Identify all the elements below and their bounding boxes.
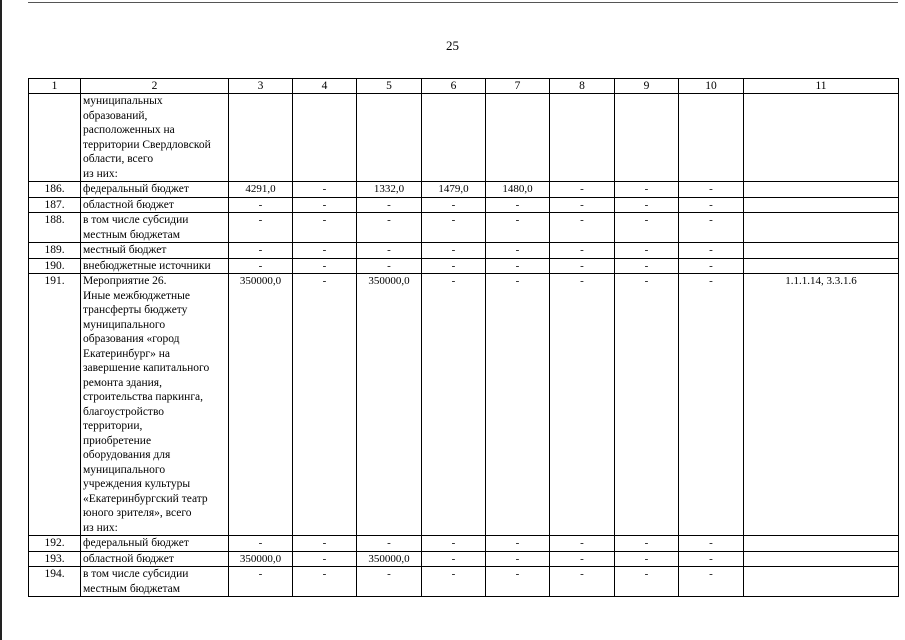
row-number	[29, 94, 81, 182]
header-row	[29, 79, 899, 94]
target-reference	[744, 197, 899, 213]
value-cell: -	[615, 197, 679, 213]
table-row	[29, 182, 899, 198]
col-header: 3	[229, 79, 293, 94]
table-row	[29, 551, 899, 567]
row-number: 191.	[29, 274, 81, 536]
value-cell: -	[679, 182, 744, 198]
table-row	[29, 197, 899, 213]
row-name: федеральный бюджет	[81, 182, 229, 198]
target-reference	[744, 258, 899, 274]
value-cell: -	[357, 197, 422, 213]
row-number: 186.	[29, 182, 81, 198]
target-reference: 1.1.1.14, 3.3.1.6	[744, 274, 899, 536]
value-cell: -	[615, 213, 679, 243]
col-header: 11	[744, 79, 899, 94]
col-header: 6	[422, 79, 486, 94]
table-row	[29, 567, 899, 597]
target-reference	[744, 94, 899, 182]
value-cell: -	[293, 567, 357, 597]
value-cell: -	[229, 197, 293, 213]
col-header: 8	[550, 79, 615, 94]
value-cell: -	[422, 197, 486, 213]
value-cell: -	[679, 551, 744, 567]
value-cell: -	[679, 213, 744, 243]
value-cell: -	[293, 258, 357, 274]
value-cell: -	[679, 536, 744, 552]
table-row	[29, 258, 899, 274]
value-cell	[229, 94, 293, 182]
col-header: 5	[357, 79, 422, 94]
row-number: 190.	[29, 258, 81, 274]
row-name: местный бюджет	[81, 243, 229, 259]
row-name: областной бюджет	[81, 197, 229, 213]
col-header: 7	[486, 79, 550, 94]
value-cell: -	[229, 258, 293, 274]
value-cell: -	[550, 536, 615, 552]
value-cell: -	[550, 567, 615, 597]
value-cell: -	[293, 551, 357, 567]
value-cell: -	[293, 213, 357, 243]
col-header: 10	[679, 79, 744, 94]
value-cell: -	[486, 536, 550, 552]
value-cell: -	[422, 567, 486, 597]
value-cell: -	[486, 213, 550, 243]
row-name: муниципальных образований, расположенных на территории Свердловской области, всего из них:	[81, 94, 229, 182]
value-cell	[357, 94, 422, 182]
value-cell	[422, 94, 486, 182]
value-cell: -	[422, 213, 486, 243]
value-cell: -	[615, 567, 679, 597]
target-reference	[744, 182, 899, 198]
value-cell	[679, 94, 744, 182]
value-cell: -	[229, 213, 293, 243]
value-cell: -	[229, 243, 293, 259]
value-cell: -	[422, 551, 486, 567]
row-number: 188.	[29, 213, 81, 243]
row-name: в том числе субсидии местным бюджетам	[81, 567, 229, 597]
target-reference	[744, 213, 899, 243]
value-cell: -	[293, 243, 357, 259]
col-header: 1	[29, 79, 81, 94]
scan-edge	[0, 0, 2, 640]
value-cell: -	[293, 182, 357, 198]
table-row	[29, 274, 899, 536]
col-header: 2	[81, 79, 229, 94]
value-cell: 1479,0	[422, 182, 486, 198]
col-header: 9	[615, 79, 679, 94]
value-cell: -	[422, 536, 486, 552]
value-cell: -	[550, 274, 615, 536]
row-name: федеральный бюджет	[81, 536, 229, 552]
table-row	[29, 243, 899, 259]
value-cell: -	[550, 213, 615, 243]
value-cell: -	[422, 258, 486, 274]
value-cell: -	[357, 567, 422, 597]
value-cell: -	[679, 243, 744, 259]
page-number: 25	[446, 38, 459, 53]
table-row	[29, 536, 899, 552]
row-number: 193.	[29, 551, 81, 567]
value-cell: -	[422, 243, 486, 259]
value-cell: 350000,0	[357, 551, 422, 567]
value-cell: -	[293, 197, 357, 213]
value-cell: 4291,0	[229, 182, 293, 198]
value-cell	[615, 94, 679, 182]
value-cell: 350000,0	[229, 274, 293, 536]
value-cell: 1480,0	[486, 182, 550, 198]
value-cell: -	[357, 536, 422, 552]
value-cell: -	[357, 243, 422, 259]
budget-table	[28, 78, 899, 597]
row-name: в том числе субсидии местным бюджетам	[81, 213, 229, 243]
table-row	[29, 94, 899, 182]
value-cell: -	[229, 567, 293, 597]
value-cell: -	[615, 258, 679, 274]
value-cell: -	[486, 274, 550, 536]
value-cell: -	[615, 182, 679, 198]
top-rule	[28, 2, 898, 3]
value-cell: -	[357, 258, 422, 274]
row-name: Мероприятие 26. Иные межбюджетные трансферты бюджету муниципального образования «город Екатеринбург» на завершение капитального ремонта здания, строительства паркинга, благоустройство территории, приобретение оборудования для муниципального учреждения культуры «Екатеринбургский театр юного зрителя», всего из них:	[81, 274, 229, 536]
row-number: 192.	[29, 536, 81, 552]
value-cell: -	[486, 243, 550, 259]
value-cell	[486, 94, 550, 182]
target-reference	[744, 243, 899, 259]
value-cell: 1332,0	[357, 182, 422, 198]
value-cell: -	[486, 551, 550, 567]
target-reference	[744, 567, 899, 597]
value-cell: -	[550, 243, 615, 259]
table-row	[29, 213, 899, 243]
row-name: областной бюджет	[81, 551, 229, 567]
value-cell: -	[293, 536, 357, 552]
value-cell: -	[486, 197, 550, 213]
value-cell: -	[486, 567, 550, 597]
row-number: 194.	[29, 567, 81, 597]
value-cell: -	[615, 274, 679, 536]
value-cell: -	[679, 258, 744, 274]
value-cell	[550, 94, 615, 182]
value-cell: -	[486, 258, 550, 274]
value-cell: -	[550, 258, 615, 274]
value-cell: -	[679, 274, 744, 536]
row-number: 189.	[29, 243, 81, 259]
value-cell: 350000,0	[229, 551, 293, 567]
value-cell: -	[550, 197, 615, 213]
value-cell: -	[293, 274, 357, 536]
value-cell: -	[679, 197, 744, 213]
value-cell: 350000,0	[357, 274, 422, 536]
row-number: 187.	[29, 197, 81, 213]
value-cell: -	[550, 182, 615, 198]
value-cell: -	[422, 274, 486, 536]
value-cell: -	[550, 551, 615, 567]
value-cell: -	[679, 567, 744, 597]
value-cell: -	[615, 551, 679, 567]
row-name: внебюджетные источники	[81, 258, 229, 274]
value-cell: -	[615, 536, 679, 552]
value-cell: -	[615, 243, 679, 259]
col-header: 4	[293, 79, 357, 94]
value-cell: -	[357, 213, 422, 243]
value-cell	[293, 94, 357, 182]
value-cell: -	[229, 536, 293, 552]
target-reference	[744, 551, 899, 567]
target-reference	[744, 536, 899, 552]
